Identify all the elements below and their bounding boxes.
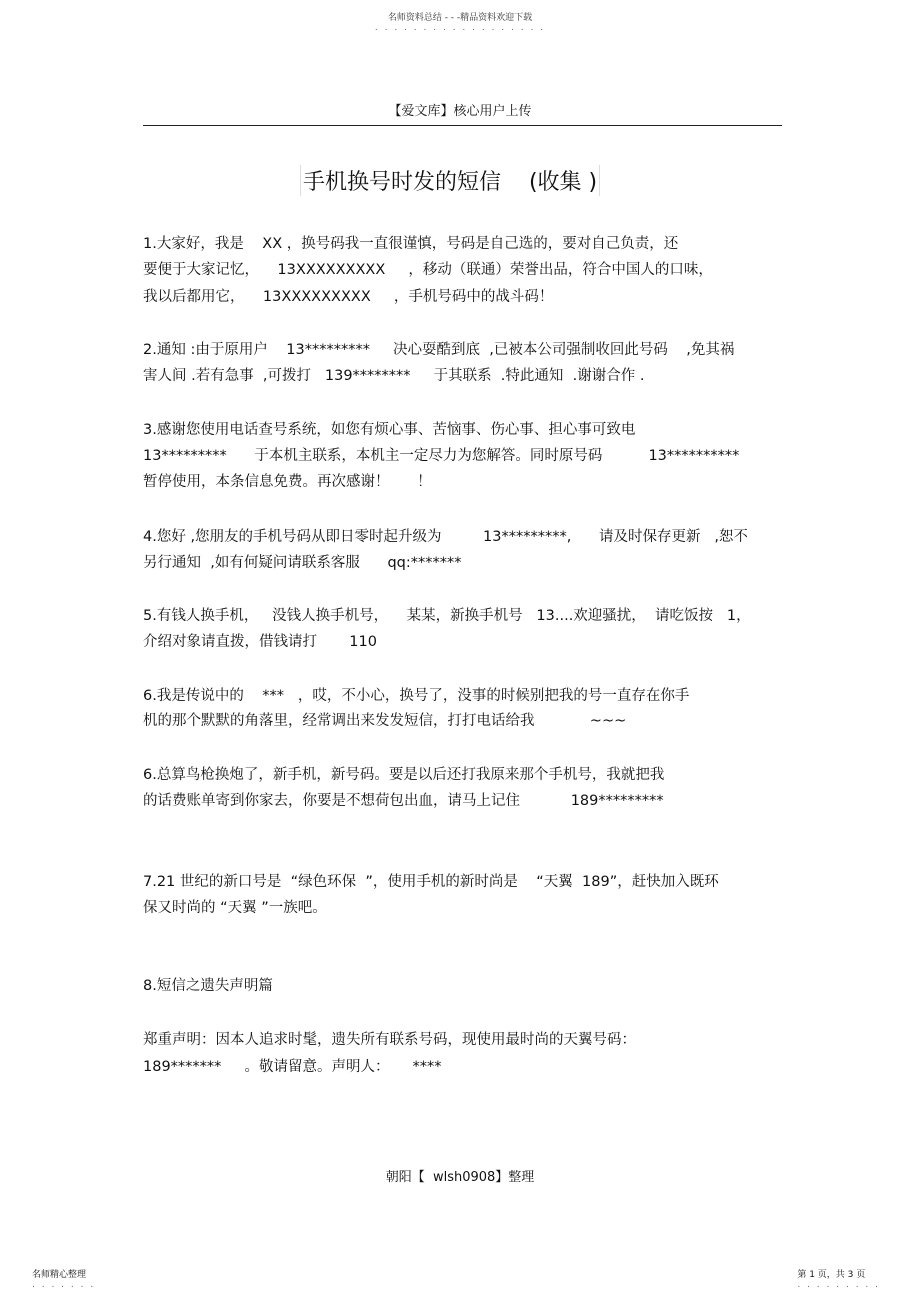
top-note-text: 名师资料总结 - - -精品资料欢迎下载 xyxy=(387,13,533,23)
dotted-line: . . . . . . . xyxy=(32,1280,96,1290)
document-header: 【爱文库】核心用户上传 xyxy=(388,104,532,119)
body-line: 的话费账单寄到你家去，你要是不想荷包出血，请马上记住 189********* xyxy=(143,793,664,809)
document-footer: 朝阳【 wlsh0908】整理 xyxy=(385,1170,535,1185)
body-line: 介绍对象请直拨，借钱请打 110 xyxy=(143,634,377,650)
header-rule xyxy=(143,125,782,126)
body-line: 8.短信之遗失声明篇 xyxy=(143,978,273,994)
body-line: 13********* 于本机主联系，本机主一定尽力为您解答。同时原号码 13********** xyxy=(143,448,740,464)
body-line: 暂停使用，本条信息免费。再次感谢！ ！ xyxy=(143,474,432,490)
dotted-line: . . . . . . . . . xyxy=(797,1280,880,1290)
body-line: 保又时尚的 “天翼 ”一族吧。 xyxy=(143,900,327,916)
dotted-line: . . . . . . . . . . . . . . . . . . xyxy=(374,23,546,33)
body-line: 5.有钱人换手机， 没钱人换手机号， 某某，新换手机号 13....欢迎骚扰， 请吃饭按 1， xyxy=(143,608,751,624)
body-line: 4.您好 ,您朋友的手机号码从即日零时起升级为 13*********, 请及时保存更新 ,恕不 xyxy=(143,529,748,545)
body-line: 2.通知 :由于原用户 13********* 决心耍酷到底 ,已被本公司强制收回此号码 ,免其祸 xyxy=(143,342,735,358)
body-line: 要便于大家记忆， 13XXXXXXXXX ，移动（联通）荣誉出品，符合中国人的口味， xyxy=(143,262,713,278)
bottom-left-text: 名师精心整理 xyxy=(32,1270,87,1280)
body-line: 7.21 世纪的新口号是 “绿色环保 ”，使用手机的新时尚是 “天翼 189”，赶快加入既环 xyxy=(143,874,719,890)
body-line: 害人间 .若有急事 ,可拨打 139******** 于其联系 .特此通知 .谢谢合作 . xyxy=(143,368,645,384)
body-line: 6.我是传说中的 *** ，哎，不小心，换号了，没事的时候别把我的号一直存在你手 xyxy=(143,688,690,704)
page-number-text: 第 1 页，共 3 页 xyxy=(797,1270,866,1280)
bottom-left-note xyxy=(32,1267,95,1290)
body-line: 6.总算鸟枪换炮了，新手机，新号码。要是以后还打我原来那个手机号，我就把我 xyxy=(143,767,665,783)
top-note xyxy=(0,10,920,33)
page-indicator xyxy=(797,1267,880,1290)
body-line: 我以后都用它， 13XXXXXXXXX ，手机号码中的战斗码！ xyxy=(143,289,554,305)
body-line: 3.感谢您使用电话查号系统，如您有烦心事、苦恼事、伤心事、担心事可致电 xyxy=(143,422,636,438)
document-title: 手机换号时发的短信 (收集 ) xyxy=(300,165,600,196)
body-line: 机的那个默默的角落里，经常调出来发发短信，打打电话给我 ~~~ xyxy=(143,713,627,729)
body-line: 另行通知 ,如有何疑问请联系客服 qq:******* xyxy=(143,555,462,571)
body-line: 郑重声明：因本人追求时髦，遗失所有联系号码，现使用最时尚的天翼号码： xyxy=(143,1032,636,1048)
body-line: 1.大家好，我是 XX ，换号码我一直很谨慎，号码是自己选的，要对自己负责，还 xyxy=(143,236,679,252)
body-line: 189******* 。敬请留意。声明人： **** xyxy=(143,1059,442,1075)
